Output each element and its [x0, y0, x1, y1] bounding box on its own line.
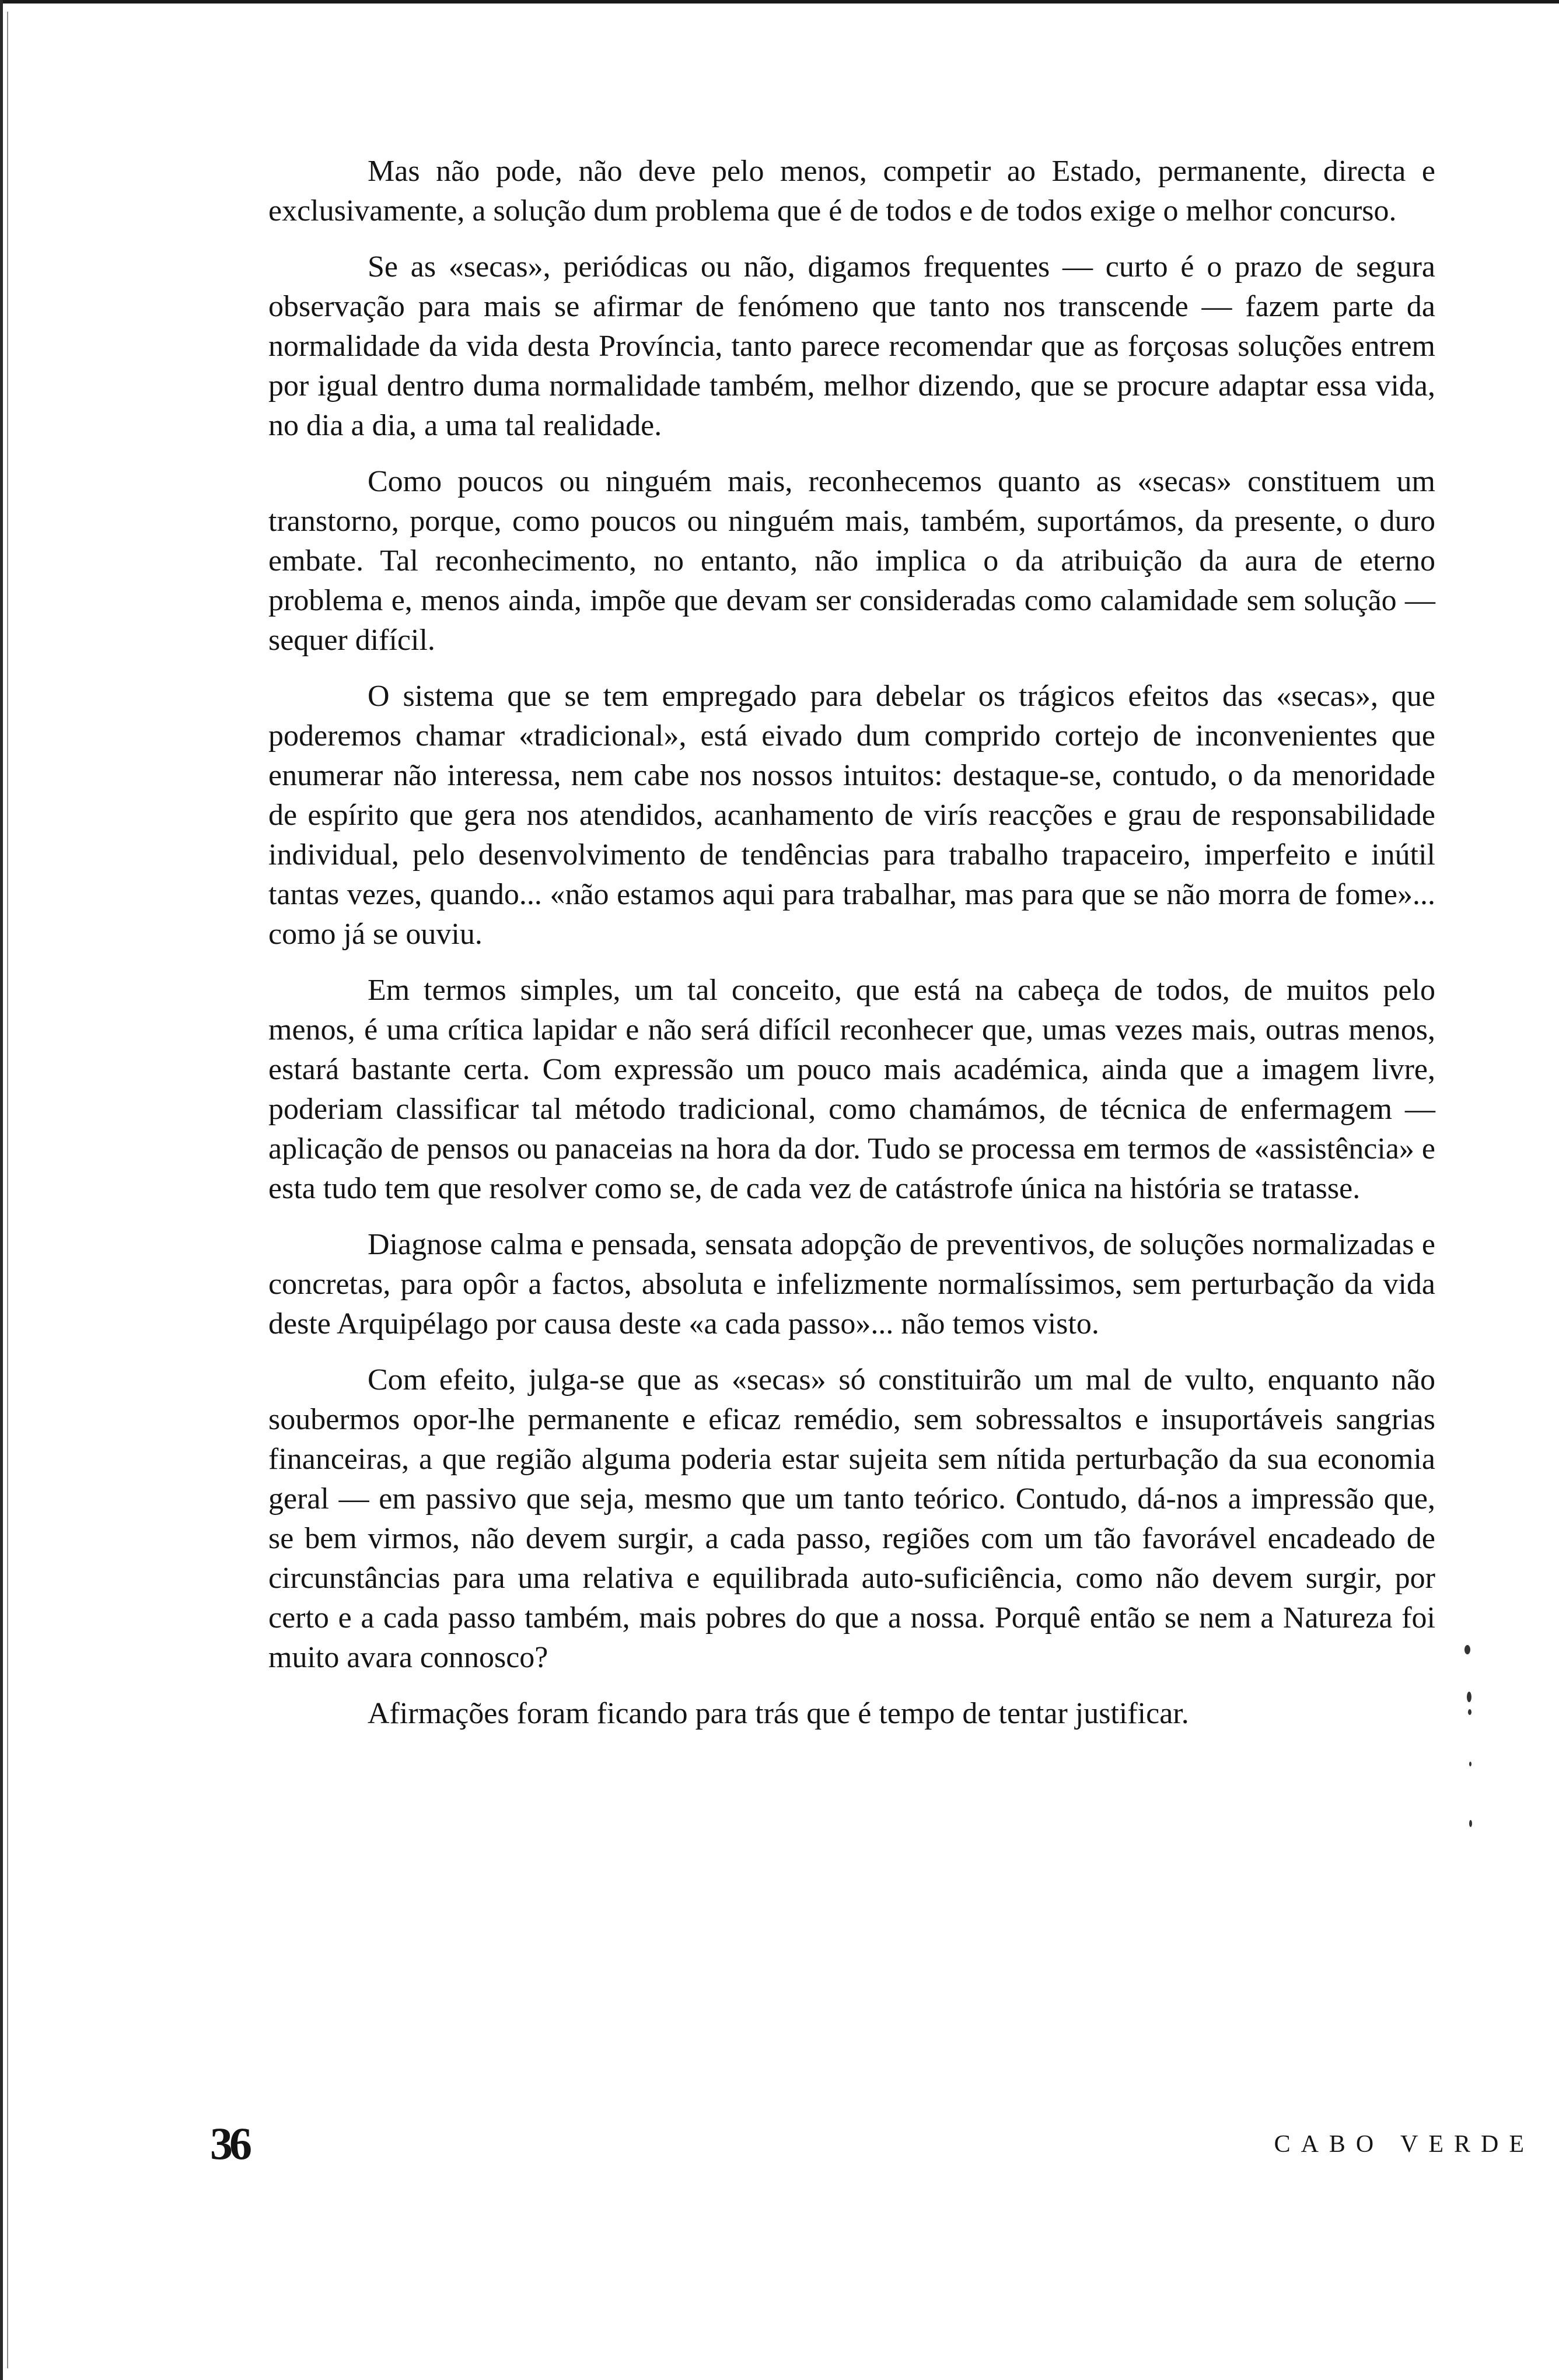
scan-edge-top — [0, 0, 1559, 4]
paragraph-2: Se as «secas», periódicas ou não, digamos frequentes — curto é o prazo de segura observação para mais se afirmar de fenómeno que tanto nos transcende — fazem parte da normalidade da vida desta Província, tanto parece recomendar que as forçosas soluções entrem por igual dentro duma normalidade também, melhor dizendo, que se procure adaptar essa vida, no dia a dia, a uma tal realidade. — [268, 250, 1435, 442]
body-text — [268, 152, 1435, 1750]
page-number: 36 — [210, 2118, 249, 2169]
running-title: CABO VERDE — [1274, 2131, 1534, 2158]
paragraph-7: Com efeito, julga-se que as «secas» só constituirão um mal de vulto, enquanto não soubermos opor-lhe permanente e eficaz remédio, sem sobressaltos e insuportáveis sangrias financeiras, a que região alguma poderia estar sujeita sem nítida perturbação da sua economia geral — em passivo que seja, mesmo que um tanto teórico. Contudo, dá-nos a impressão que, se bem virmos, não devem surgir, a cada passo, regiões com um tão favorável encadeado de circunstâncias para uma relativa e equilibrada auto-suficiência, como não devem surgir, por certo e a cada passo também, mais pobres do que a nossa. Porquê então se nem a Natureza foi muito avara connosco? — [268, 1363, 1435, 1674]
paragraph-4: O sistema que se tem empregado para debelar os trágicos efeitos das «secas», que poderemos chamar «tradicional», está eivado dum comprido cortejo de inconvenientes que enumerar não interessa, nem cabe nos nossos intuitos: destaque-se, contudo, o da menoridade de espírito que gera nos atendidos, acanhamento de virís reacções e grau de responsabilidade individual, pelo desenvolvimento de tendências para trabalho trapaceiro, imperfeito e inútil tantas vezes, quando... «não estamos aqui para trabalhar, mas para que se não morra de fome»... como já se ouviu. — [268, 680, 1435, 951]
scan-edge-left-line — [7, 12, 8, 2368]
paragraph-5: Em termos simples, um tal conceito, que está na cabeça de todos, de muitos pelo menos, é uma crítica lapidar e não será difícil reconhecer que, umas vezes mais, outras menos, estará bastante certa. Com expressão um pouco mais académica, ainda que a imagem livre, poderiam classificar tal método tradicional, como chamámos, de técnica de enfermagem — aplicação de pensos ou panaceias na hora da dor. Tudo se processa em termos de «assistência» e esta tudo tem que resolver como se, de cada vez de catástrofe única na história se tratasse. — [268, 974, 1435, 1205]
page-footer — [210, 2118, 1534, 2170]
paragraph-1: Mas não pode, não deve pelo menos, competir ao Estado, permanente, directa e exclusivamente, a solução dum problema que é de todos e de todos exige o melhor concurso. — [268, 155, 1435, 228]
scan-specks — [1453, 1645, 1488, 1838]
scan-edge-left — [0, 0, 3, 2380]
paragraph-3: Como poucos ou ninguém mais, reconhecemos quanto as «secas» constituem um transtorno, porque, como poucos ou ninguém mais, também, suportámos, da presente, o duro embate. Tal reconhecimento, no entanto, não implica o da atribuição da aura de eterno problema e, menos ainda, impõe que devam ser consideradas como calamidade sem solução — sequer difícil. — [268, 465, 1435, 657]
paragraph-8: Afirmações foram ficando para trás que é tempo de tentar justificar. — [368, 1697, 1189, 1730]
paragraph-6: Diagnose calma e pensada, sensata adopção de preventivos, de soluções normalizadas e concretas, para opôr a factos, absoluta e infelizmente normalíssimos, sem perturbação da vida deste Arquipélago por causa deste «a cada passo»... não temos visto. — [268, 1228, 1435, 1340]
